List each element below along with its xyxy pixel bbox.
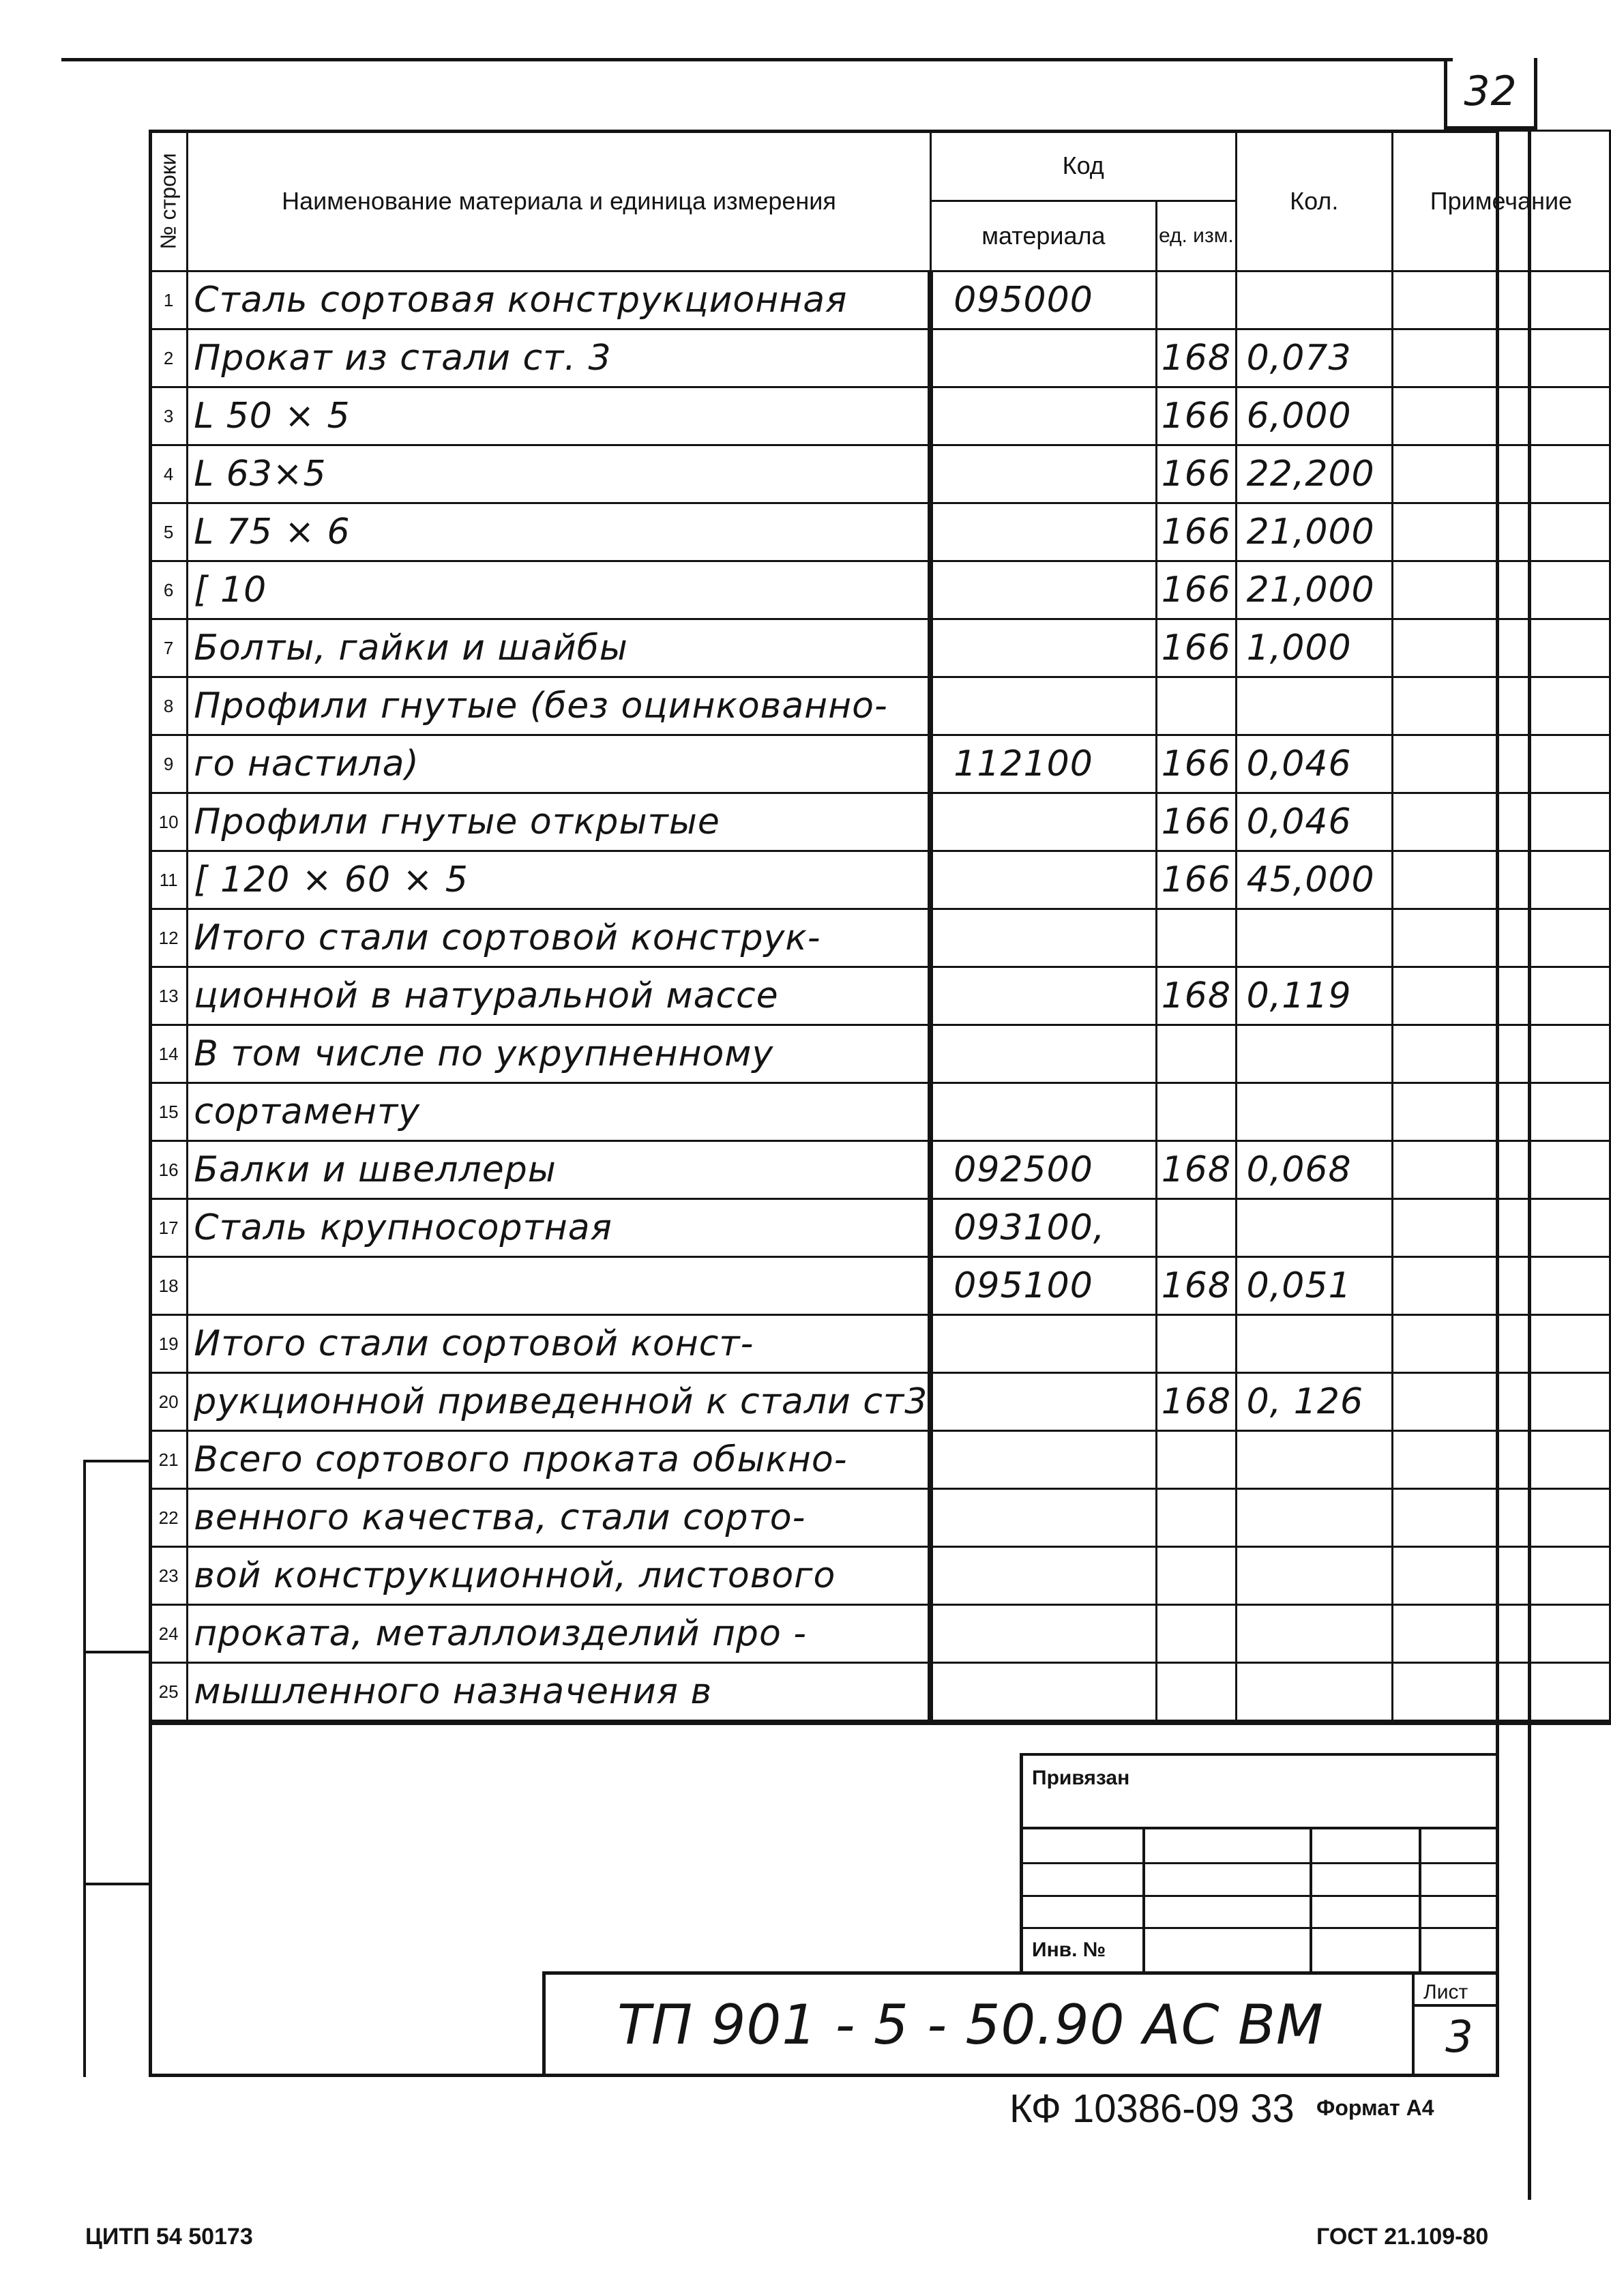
unit-code-cell xyxy=(1157,1547,1237,1605)
page-number: 32 xyxy=(1464,68,1518,115)
note-cell xyxy=(1392,1605,1610,1663)
material-code-cell xyxy=(930,1315,1156,1373)
header-note: Примечание xyxy=(1392,131,1610,271)
unit-code-cell xyxy=(1157,677,1237,735)
note-cell xyxy=(1392,677,1610,735)
table-row xyxy=(150,1025,1610,1083)
unit-code-cell xyxy=(1157,1315,1237,1373)
document-code: ТП 901 - 5 - 50.90 АС ВМ xyxy=(617,1993,1324,2057)
note-cell xyxy=(1392,503,1610,561)
page-number-box xyxy=(1444,58,1537,130)
unit-code-cell xyxy=(1157,1663,1237,1723)
quantity-cell: 0,119 xyxy=(1236,967,1392,1025)
quantity-cell xyxy=(1236,1199,1392,1257)
unit-code-cell xyxy=(1157,909,1237,967)
row-number-cell: 17 xyxy=(150,1199,188,1257)
quantity-cell xyxy=(1236,909,1392,967)
margin-strip-edge xyxy=(83,1460,86,2077)
unit-code-cell: 166 xyxy=(1157,503,1237,561)
header-name: Наименование материала и единица измерения xyxy=(188,131,931,271)
row-number-cell: 2 xyxy=(150,329,188,387)
material-code-cell xyxy=(930,1431,1156,1489)
table-row xyxy=(150,1141,1610,1199)
row-number-cell: 7 xyxy=(150,619,188,677)
material-name-cell: Итого стали сортовой конструк- xyxy=(188,909,931,967)
table-row xyxy=(150,1663,1610,1723)
note-cell xyxy=(1392,1199,1610,1257)
material-code-cell: 093100, xyxy=(930,1199,1156,1257)
unit-code-cell xyxy=(1157,1083,1237,1141)
row-number-cell: 6 xyxy=(150,561,188,619)
row-number-cell: 19 xyxy=(150,1315,188,1373)
standard-code: ГОСТ 21.109-80 xyxy=(1316,2224,1489,2250)
format-label: Формат А4 xyxy=(1316,2095,1434,2120)
sheet-label: Лист xyxy=(1423,1981,1468,2003)
quantity-cell xyxy=(1236,1431,1392,1489)
footer-code: КФ 10386-09 33 xyxy=(1009,2087,1295,2131)
material-code-cell xyxy=(930,909,1156,967)
note-cell xyxy=(1392,619,1610,677)
material-name-cell: сортаменту xyxy=(188,1083,931,1141)
unit-code-cell: 166 xyxy=(1157,619,1237,677)
material-name-cell: Сталь крупносортная xyxy=(188,1199,931,1257)
header-code: Код xyxy=(930,131,1236,201)
privyazan-label: Привязан xyxy=(1032,1767,1130,1789)
note-cell xyxy=(1392,1489,1610,1547)
row-number-cell: 4 xyxy=(150,445,188,503)
unit-code-cell: 166 xyxy=(1157,387,1237,445)
table-row xyxy=(150,1199,1610,1257)
top-border-line xyxy=(61,58,1453,61)
note-cell xyxy=(1392,735,1610,793)
table-row xyxy=(150,677,1610,735)
quantity-cell xyxy=(1236,1489,1392,1547)
header-material: материала xyxy=(930,201,1156,271)
material-code-cell xyxy=(930,445,1156,503)
material-code-cell xyxy=(930,1083,1156,1141)
note-cell xyxy=(1392,329,1610,387)
material-name-cell: мышленного назначения в xyxy=(188,1663,931,1723)
unit-code-cell xyxy=(1157,1199,1237,1257)
note-cell xyxy=(1392,793,1610,851)
material-name-cell: [ 10 xyxy=(188,561,931,619)
unit-code-cell: 168 xyxy=(1157,329,1237,387)
quantity-cell: 21,000 xyxy=(1236,561,1392,619)
row-number-cell: 20 xyxy=(150,1373,188,1431)
unit-code-cell: 166 xyxy=(1157,445,1237,503)
unit-code-cell: 166 xyxy=(1157,851,1237,909)
unit-code-cell: 166 xyxy=(1157,735,1237,793)
note-cell xyxy=(1392,967,1610,1025)
note-cell xyxy=(1392,1257,1610,1315)
material-code-cell xyxy=(930,329,1156,387)
row-number-cell: 16 xyxy=(150,1141,188,1199)
material-code-cell xyxy=(930,1373,1156,1431)
row-number-cell: 12 xyxy=(150,909,188,967)
table-row xyxy=(150,271,1610,329)
note-cell xyxy=(1392,1373,1610,1431)
quantity-cell: 45,000 xyxy=(1236,851,1392,909)
table-row xyxy=(150,329,1610,387)
header-unit: ед. изм. xyxy=(1157,201,1237,271)
unit-code-cell xyxy=(1157,1605,1237,1663)
row-number-cell: 15 xyxy=(150,1083,188,1141)
note-cell xyxy=(1392,271,1610,329)
publisher-code: ЦИТП 54 50173 xyxy=(85,2224,253,2250)
note-cell xyxy=(1392,1025,1610,1083)
table-row xyxy=(150,1489,1610,1547)
left-margin-strip xyxy=(83,1460,149,2077)
table-row xyxy=(150,1547,1610,1605)
quantity-cell: 0, 126 xyxy=(1236,1373,1392,1431)
note-cell xyxy=(1392,445,1610,503)
row-number-cell: 9 xyxy=(150,735,188,793)
material-name-cell: проката, металлоизделий про - xyxy=(188,1605,931,1663)
row-number-cell: 5 xyxy=(150,503,188,561)
quantity-cell xyxy=(1236,1547,1392,1605)
row-number-cell: 1 xyxy=(150,271,188,329)
material-code-cell xyxy=(930,1025,1156,1083)
table-row xyxy=(150,619,1610,677)
unit-code-cell xyxy=(1157,1431,1237,1489)
material-name-cell: Сталь сортовая конструкционная xyxy=(188,271,931,329)
material-name-cell: го настила) xyxy=(188,735,931,793)
note-cell xyxy=(1392,387,1610,445)
header-qty: Кол. xyxy=(1236,131,1392,271)
unit-code-cell xyxy=(1157,1025,1237,1083)
quantity-cell xyxy=(1236,1663,1392,1723)
quantity-cell: 6,000 xyxy=(1236,387,1392,445)
row-number-cell: 11 xyxy=(150,851,188,909)
row-number-cell: 8 xyxy=(150,677,188,735)
table-row xyxy=(150,445,1610,503)
material-name-cell: В том числе по укрупненному xyxy=(188,1025,931,1083)
margin-strip-divider xyxy=(83,1651,149,1653)
quantity-cell xyxy=(1236,1025,1392,1083)
unit-code-cell: 168 xyxy=(1157,967,1237,1025)
quantity-cell: 22,200 xyxy=(1236,445,1392,503)
material-code-cell xyxy=(930,793,1156,851)
row-number-cell: 21 xyxy=(150,1431,188,1489)
note-cell xyxy=(1392,851,1610,909)
material-name-cell: Болты, гайки и шайбы xyxy=(188,619,931,677)
table-row xyxy=(150,1373,1610,1431)
table-row xyxy=(150,1083,1610,1141)
table-row xyxy=(150,561,1610,619)
title-block xyxy=(542,1971,1499,2077)
quantity-cell xyxy=(1236,677,1392,735)
note-cell xyxy=(1392,1083,1610,1141)
material-name-cell: [ 120 × 60 × 5 xyxy=(188,851,931,909)
material-code-cell: 092500 xyxy=(930,1141,1156,1199)
row-number-cell: 25 xyxy=(150,1663,188,1723)
materials-table xyxy=(149,130,1611,1725)
table-row xyxy=(150,1315,1610,1373)
material-name-cell: L 50 × 5 xyxy=(188,387,931,445)
table-row xyxy=(150,909,1610,967)
material-name-cell: Профили гнутые открытые xyxy=(188,793,931,851)
note-cell xyxy=(1392,909,1610,967)
quantity-cell: 0,046 xyxy=(1236,793,1392,851)
quantity-cell: 0,051 xyxy=(1236,1257,1392,1315)
header-row-number xyxy=(150,131,188,271)
material-code-cell xyxy=(930,677,1156,735)
table-row xyxy=(150,793,1610,851)
material-code-cell xyxy=(930,851,1156,909)
note-cell xyxy=(1392,561,1610,619)
inventory-number-label: Инв. № xyxy=(1032,1939,1106,1961)
material-code-cell xyxy=(930,1605,1156,1663)
material-code-cell: 095000 xyxy=(930,271,1156,329)
row-number-cell: 13 xyxy=(150,967,188,1025)
unit-code-cell: 168 xyxy=(1157,1373,1237,1431)
material-name-cell: Всего сортового проката обыкно- xyxy=(188,1431,931,1489)
row-number-cell: 18 xyxy=(150,1257,188,1315)
material-name-cell: Итого стали сортовой конст- xyxy=(188,1315,931,1373)
table-row xyxy=(150,387,1610,445)
material-name-cell xyxy=(188,1257,931,1315)
binding-stamp xyxy=(1020,1753,1499,1971)
quantity-cell xyxy=(1236,1605,1392,1663)
note-cell xyxy=(1392,1663,1610,1723)
row-number-cell: 10 xyxy=(150,793,188,851)
row-number-cell: 24 xyxy=(150,1605,188,1663)
unit-code-cell: 168 xyxy=(1157,1257,1237,1315)
unit-code-cell: 166 xyxy=(1157,561,1237,619)
material-code-cell xyxy=(930,1663,1156,1723)
quantity-cell: 0,046 xyxy=(1236,735,1392,793)
material-code-cell xyxy=(930,967,1156,1025)
quantity-cell xyxy=(1236,271,1392,329)
table-row xyxy=(150,735,1610,793)
unit-code-cell: 168 xyxy=(1157,1141,1237,1199)
table-row xyxy=(150,851,1610,909)
header-row-number-label: № строки xyxy=(156,152,181,250)
row-number-cell: 3 xyxy=(150,387,188,445)
note-cell xyxy=(1392,1315,1610,1373)
material-name-cell: вой конструкционной, листового xyxy=(188,1547,931,1605)
material-code-cell xyxy=(930,1547,1156,1605)
table-row xyxy=(150,1431,1610,1489)
quantity-cell: 0,073 xyxy=(1236,329,1392,387)
material-name-cell: Прокат из стали ст. 3 xyxy=(188,329,931,387)
table-row xyxy=(150,503,1610,561)
material-code-cell xyxy=(930,503,1156,561)
material-name-cell: ционной в натуральной массе xyxy=(188,967,931,1025)
unit-code-cell xyxy=(1157,271,1237,329)
note-cell xyxy=(1392,1431,1610,1489)
material-code-cell xyxy=(930,387,1156,445)
row-number-cell: 14 xyxy=(150,1025,188,1083)
margin-strip-divider xyxy=(83,1883,149,1885)
table-row xyxy=(150,1257,1610,1315)
quantity-cell: 1,000 xyxy=(1236,619,1392,677)
material-name-cell: рукционной приведенной к стали ст3 xyxy=(188,1373,931,1431)
material-code-cell xyxy=(930,1489,1156,1547)
quantity-cell xyxy=(1236,1315,1392,1373)
table-row xyxy=(150,967,1610,1025)
material-name-cell: L 75 × 6 xyxy=(188,503,931,561)
unit-code-cell xyxy=(1157,1489,1237,1547)
unit-code-cell: 166 xyxy=(1157,793,1237,851)
quantity-cell: 0,068 xyxy=(1236,1141,1392,1199)
material-code-cell xyxy=(930,561,1156,619)
material-code-cell: 112100 xyxy=(930,735,1156,793)
margin-strip-divider xyxy=(83,1460,149,1462)
sheet-number: 3 xyxy=(1445,2012,1474,2063)
quantity-cell xyxy=(1236,1083,1392,1141)
note-cell xyxy=(1392,1141,1610,1199)
material-name-cell: L 63×5 xyxy=(188,445,931,503)
note-cell xyxy=(1392,1547,1610,1605)
table-row xyxy=(150,1605,1610,1663)
quantity-cell: 21,000 xyxy=(1236,503,1392,561)
material-name-cell: венного качества, стали сорто- xyxy=(188,1489,931,1547)
material-code-cell: 095100 xyxy=(930,1257,1156,1315)
material-name-cell: Профили гнутые (без оцинкованно- xyxy=(188,677,931,735)
row-number-cell: 23 xyxy=(150,1547,188,1605)
material-name-cell: Балки и швеллеры xyxy=(188,1141,931,1199)
row-number-cell: 22 xyxy=(150,1489,188,1547)
material-code-cell xyxy=(930,619,1156,677)
